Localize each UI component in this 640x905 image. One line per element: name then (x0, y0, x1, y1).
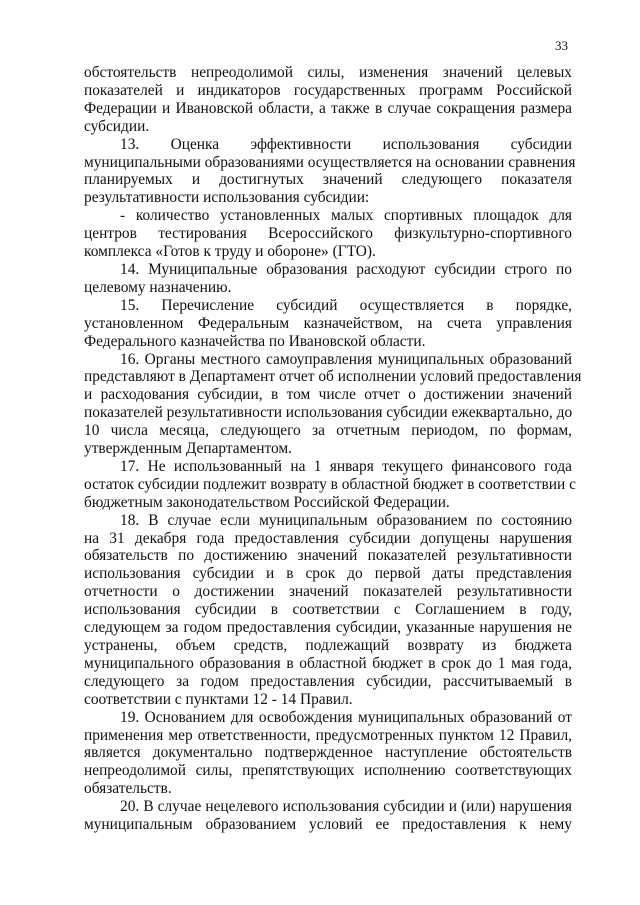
text-line: комплекса «Готов к труду и обороне» (ГТО). (84, 243, 376, 261)
text-line: использования субсидии в соответствии с Соглашением в году, (84, 601, 572, 619)
text-line: обязательств. (84, 780, 172, 798)
paragraph (84, 457, 576, 512)
text-line: показателей результативности использования субсидии ежеквартально, до (84, 404, 573, 422)
text-line: 13. Оценка эффективности использования субсидии (120, 135, 572, 153)
text-line: центров тестирования Всероссийского физкультурно-спортивного (84, 225, 572, 243)
paragraph (84, 261, 572, 297)
page-number: 33 (555, 38, 568, 53)
text-line: результативности использования субсидии: (84, 189, 370, 207)
text-line: следующего за годом предоставления субсидии, рассчитываемый в (84, 672, 572, 690)
paragraph (84, 350, 582, 458)
text-line: целевому назначению. (84, 278, 232, 296)
text-line: обстоятельств непреодолимой силы, изменения значений целевых (84, 64, 572, 81)
text-line: обязательств по достижению значений показателей результативности (84, 547, 572, 565)
text-line: является документально подтвержденное наступление обстоятельств (84, 744, 572, 762)
text-line: использования субсидии и в срок до первой даты представления (84, 565, 572, 583)
text-line: 14. Муниципальные образования расходуют субсидии строго по (120, 260, 572, 278)
text-line: и расходования субсидии, в том числе отчет о достижении значений (84, 386, 572, 404)
paragraph (84, 135, 576, 208)
paragraph (84, 297, 572, 351)
paragraph (84, 64, 572, 136)
text-line: установленном Федеральным казначейством, на счета управления (84, 314, 572, 332)
text-line: следующем за годом предоставления субсидии, указанные нарушения не (84, 619, 572, 637)
text-line: непреодолимой силы, препятствующих исполнению соответствующих (84, 762, 572, 780)
text-line: субсидии. (84, 117, 150, 135)
paragraph (84, 798, 572, 834)
text-line: соответствии с пунктами 12 - 14 Правил. (84, 690, 353, 708)
text-line: представляют в Департамент отчет об исполнении условий предоставления (84, 368, 582, 386)
text-line: применения мер ответственности, предусмотренных пунктом 12 Правил, (84, 726, 572, 744)
text-line: муниципального образования в областной бюджет в срок до 1 мая года, (84, 654, 572, 672)
text-line: Федерального казначейства по Ивановской области. (84, 332, 426, 350)
document-body (84, 64, 582, 834)
text-line: 18. В случае если муниципальным образованием по состоянию (120, 511, 572, 529)
text-line: 10 числа месяца, следующего за отчетным периодом, по формам, (84, 422, 572, 440)
text-line: муниципальным образованием условий ее предоставления к нему (84, 816, 572, 834)
text-line: 17. Не использованный на 1 января текущего финансового года (120, 457, 572, 475)
text-line: на 31 декабря года предоставления субсидии допущены нарушения (84, 529, 572, 547)
text-line: утвержденным Департаментом. (84, 440, 292, 458)
text-line: 16. Органы местного самоуправления муниципальных образований (120, 350, 572, 368)
text-line: остаток субсидии подлежит возврату в областной бюджет в соответствии с (84, 475, 576, 493)
text-line: бюджетным законодательством Российской Федерации. (84, 493, 450, 511)
text-line: показателей и индикаторов государственных программ Российской (84, 81, 572, 99)
paragraph (84, 709, 572, 799)
text-line: 20. В случае нецелевого использования субсидии и (или) нарушения (120, 798, 572, 816)
text-line: планируемых и достигнутых значений следующего показателя (84, 171, 572, 189)
paragraph (84, 207, 572, 261)
paragraph (84, 512, 572, 709)
text-line: отчетности о достижении значений показателей результативности (84, 583, 572, 601)
text-line: Федерации и Ивановской области, а также в случае сокращения размера (84, 99, 572, 117)
text-line: муниципальными образованиями осуществляется на основании сравнения (84, 153, 576, 171)
text-line: - количество установленных малых спортивных площадок для (120, 207, 572, 225)
text-line: 19. Основанием для освобождения муниципальных образований от (120, 708, 572, 726)
text-line: 15. Перечисление субсидий осуществляется в порядке, (120, 296, 572, 314)
text-line: устранены, объем средств, подлежащий возврату из бюджета (84, 637, 572, 654)
